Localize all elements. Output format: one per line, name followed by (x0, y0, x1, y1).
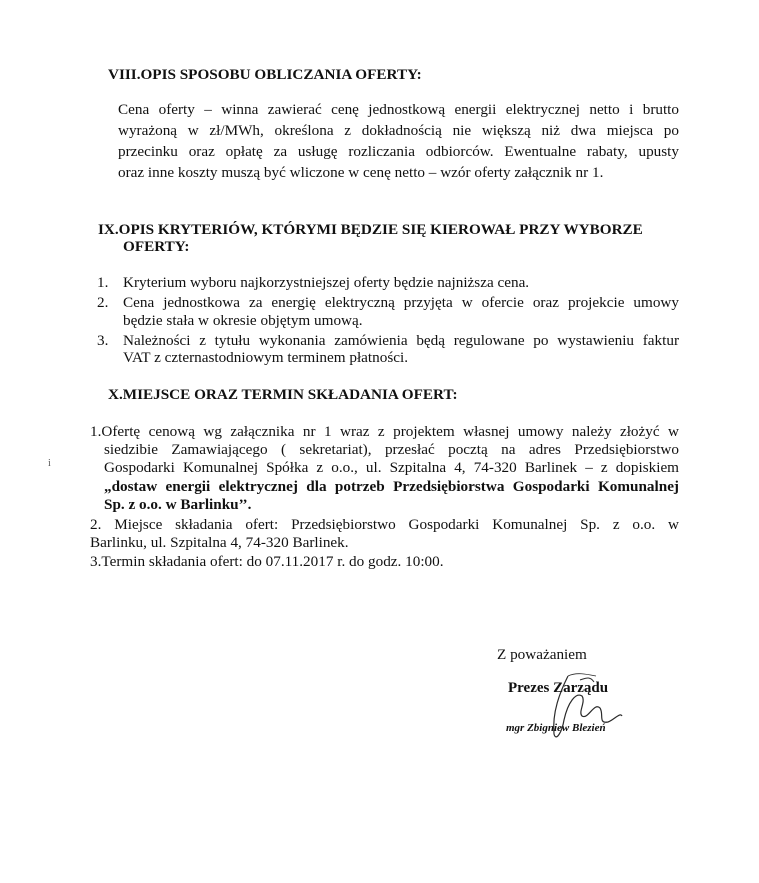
stamp-title: Prezes Zarządu (508, 680, 609, 696)
margin-mark: i (48, 458, 51, 469)
handwritten-signature-icon (490, 672, 650, 752)
criteria-item-3-marker: 3. (97, 332, 109, 349)
criteria-item-2-marker: 2. (97, 294, 109, 311)
section-10-heading: X.MIEJSCE ORAZ TERMIN SKŁADANIA OFERT: (108, 386, 458, 403)
criteria-item-2: Cena jednostkowa za energię elektryczną przyjęta w ofercie oraz projekcie umowy (123, 294, 679, 311)
submission-item-1-line-3: Gospodarki Komunalnej Spółka z o.o., ul. Szpitalna 4, 74-320 Barlinek – z dopiskiem (104, 459, 679, 476)
criteria-item-3-cont: VAT z czternastodniowym terminem płatności. (123, 349, 408, 366)
closing-greeting: Z poważaniem (497, 646, 587, 663)
criteria-item-3: Należności z tytułu wykonania zamówienia będą regulowane po wystawieniu faktur (123, 332, 679, 349)
section-9-heading-cont: OFERTY: (123, 238, 190, 255)
criteria-item-2-cont: będzie stała w okresie objętym umową. (123, 312, 363, 329)
submission-item-3: 3.Termin składania ofert: do 07.11.2017 r. do godz. 10:00. (90, 553, 444, 570)
section-8-line-4: oraz inne koszty muszą być wliczone w cenę netto – wzór oferty załącznik nr 1. (118, 164, 604, 181)
submission-item-2-line-1: 2. Miejsce składania ofert: Przedsiębiorstwo Gospodarki Komunalnej Sp. z o.o. w (90, 516, 679, 533)
submission-item-1-bold-line-2: Sp. z o.o. w Barlinku’’. (104, 496, 252, 513)
submission-item-1-bold-line-1: „dostaw energii elektrycznej dla potrzeb Przedsiębiorstwa Gospodarki Komunalnej (104, 478, 679, 495)
section-9-heading: IX.OPIS KRYTERIÓW, KTÓRYMI BĘDZIE SIĘ KIEROWAŁ PRZY WYBORZE (98, 221, 643, 238)
submission-item-2-line-2: Barlinku, ul. Szpitalna 4, 74-320 Barlinek. (90, 534, 349, 551)
criteria-item-1: Kryterium wyboru najkorzystniejszej oferty będzie najniższa cena. (123, 274, 530, 291)
signature-stamp (490, 672, 650, 752)
section-8-heading: VIII.OPIS SPOSOBU OBLICZANIA OFERTY: (108, 66, 422, 83)
submission-item-1-line-2: siedzibie Zamawiającego ( sekretariat), przesłać pocztą na adres Przedsiębiorstwo (104, 441, 679, 458)
section-8-line-1: Cena oferty – winna zawierać cenę jednostkową energii elektrycznej netto i brutto (118, 101, 679, 118)
submission-item-1-line-1: 1.Ofertę cenową wg załącznika nr 1 wraz z projektem własnej umowy należy złożyć w (90, 423, 679, 440)
section-8-line-3: przecinku oraz opłatę za usługę rozliczania odbiorców. Ewentualne rabaty, upusty (118, 143, 679, 160)
section-8-line-2: wyrażoną w zł/MWh, określona z dokładnością nie większą niż dwa miejsca po (118, 122, 679, 139)
stamp-name: mgr Zbigniew Blezień (506, 722, 606, 734)
criteria-item-1-marker: 1. (97, 274, 109, 291)
